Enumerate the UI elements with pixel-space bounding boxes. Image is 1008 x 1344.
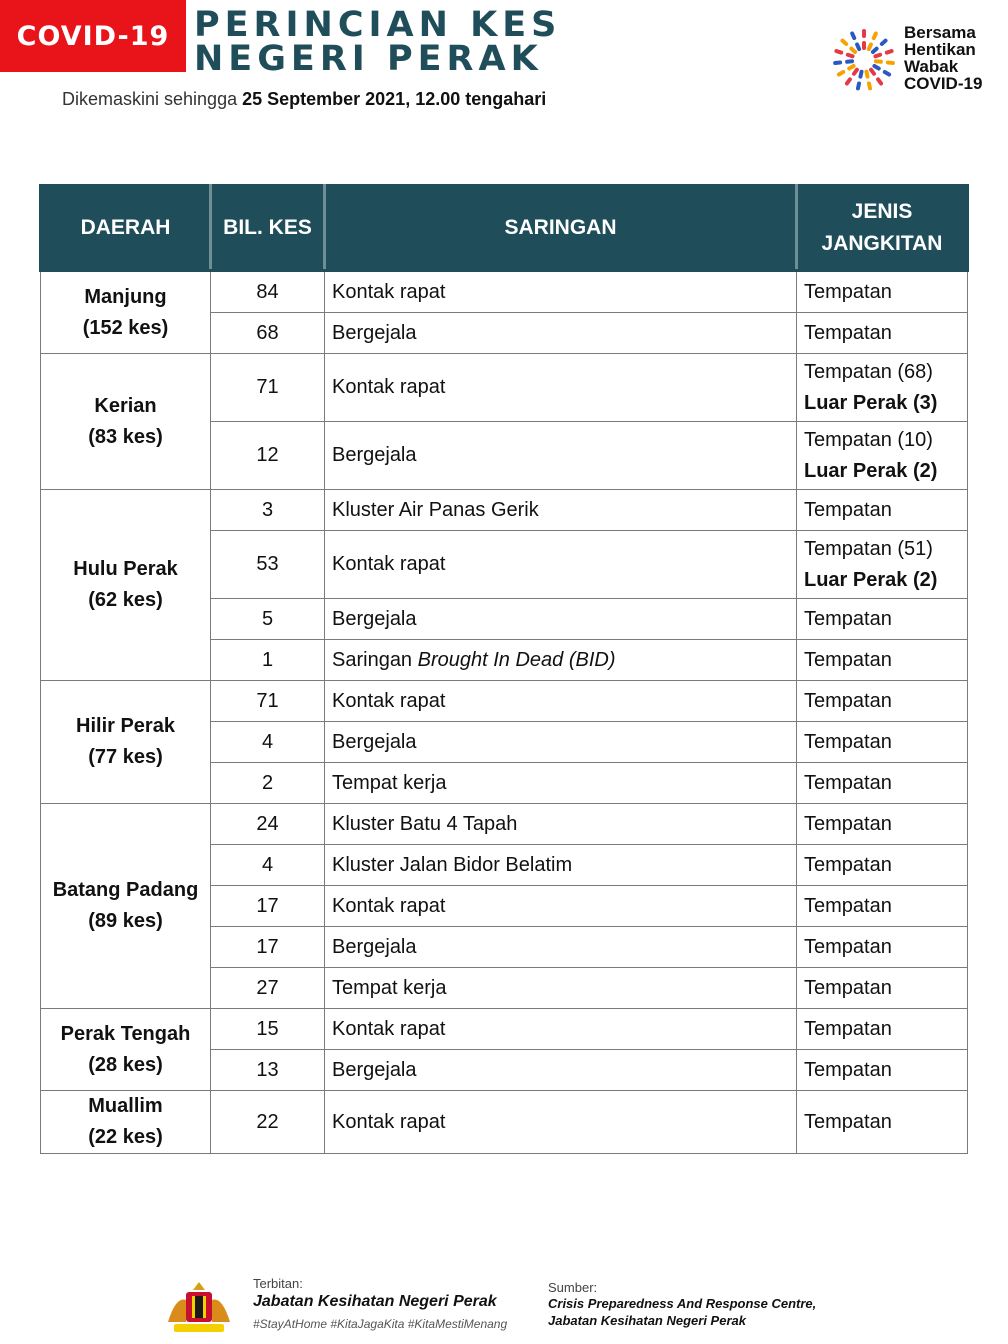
jenis-cell: Tempatan <box>797 271 968 313</box>
bil-kes-cell: 53 <box>211 531 325 599</box>
table-header-row <box>41 186 968 271</box>
publisher-block <box>253 1276 507 1331</box>
bil-kes-cell: 4 <box>211 722 325 763</box>
saringan-cell: Kontak rapat <box>325 531 797 599</box>
jenis-tempatan: Tempatan (51) <box>804 537 933 560</box>
saringan-text: Saringan <box>332 648 418 671</box>
jenis-tempatan: Tempatan (10) <box>804 428 933 451</box>
saringan-cell: Bergejala <box>325 722 797 763</box>
saringan-cell: Kontak rapat <box>325 886 797 927</box>
jenis-cell: Tempatan <box>797 640 968 681</box>
logo-line-3: Wabak <box>904 57 959 76</box>
updated-timestamp <box>62 89 546 110</box>
jenis-cell: Tempatan <box>797 968 968 1009</box>
table-row <box>41 804 968 845</box>
header-jenis-jangkitan <box>797 186 968 271</box>
jenis-cell <box>797 422 968 490</box>
source-block <box>548 1280 816 1329</box>
jenis-cell: Tempatan <box>797 1050 968 1091</box>
district-total: (152 kes) <box>82 316 169 339</box>
page-title <box>194 5 562 79</box>
district-cell <box>41 354 211 490</box>
saringan-cell: Kontak rapat <box>325 271 797 313</box>
saringan-cell: Bergejala <box>325 1050 797 1091</box>
saringan-cell: Bergejala <box>325 313 797 354</box>
bil-kes-cell: 13 <box>211 1050 325 1091</box>
title-line-1: PERINCIAN KES <box>194 5 562 45</box>
logo-line-4: COVID-19 <box>904 74 983 93</box>
district-total: (77 kes) <box>88 746 163 768</box>
jenis-cell: Tempatan <box>797 681 968 722</box>
district-cell <box>41 271 211 354</box>
publisher-label: Terbitan: <box>253 1276 303 1291</box>
bil-kes-cell: 4 <box>211 845 325 886</box>
updated-prefix: Dikemaskini sehingga <box>62 89 243 109</box>
district-name: Perak Tengah <box>60 1022 191 1045</box>
jenis-cell: Tempatan <box>797 490 968 531</box>
saringan-cell: Bergejala <box>325 927 797 968</box>
jenis-cell <box>797 354 968 422</box>
saringan-cell: Kontak rapat <box>325 681 797 722</box>
district-total: (22 kes) <box>88 1126 163 1148</box>
saringan-cell: Kluster Air Panas Gerik <box>325 490 797 531</box>
saringan-cell: Kontak rapat <box>325 354 797 422</box>
bil-kes-cell: 1 <box>211 640 325 681</box>
district-cell <box>41 681 211 804</box>
bil-kes-cell: 5 <box>211 599 325 640</box>
logo-line-2: Hentikan <box>904 40 976 59</box>
jenis-cell: Tempatan <box>797 845 968 886</box>
jenis-cell: Tempatan <box>797 886 968 927</box>
saringan-cell: Kluster Batu 4 Tapah <box>325 804 797 845</box>
district-total: (89 kes) <box>88 910 163 932</box>
header-saringan: SARINGAN <box>325 186 797 271</box>
logo-text <box>904 24 982 92</box>
jenis-cell: Tempatan <box>797 722 968 763</box>
bil-kes-cell: 2 <box>211 763 325 804</box>
district-name: Hulu Perak <box>73 558 178 580</box>
table-row <box>41 1091 968 1154</box>
district-name: Muallim <box>88 1095 163 1117</box>
jenis-cell: Tempatan <box>797 804 968 845</box>
jenis-cell: Tempatan <box>797 599 968 640</box>
jenis-cell <box>797 531 968 599</box>
table-row <box>41 271 968 313</box>
district-name: Batang Padang <box>52 879 199 901</box>
district-total: (62 kes) <box>88 589 163 611</box>
bil-kes-cell: 68 <box>211 313 325 354</box>
table-row <box>41 1009 968 1050</box>
title-line-2: NEGERI PERAK <box>194 39 543 79</box>
district-cell <box>41 1009 211 1091</box>
header-jenis-line-2: JANGKITAN <box>821 232 943 255</box>
source-line-2: Jabatan Kesihatan Negeri Perak <box>548 1313 746 1328</box>
district-cell <box>41 804 211 1009</box>
bil-kes-cell: 84 <box>211 271 325 313</box>
jenis-cell: Tempatan <box>797 1009 968 1050</box>
bil-kes-cell: 15 <box>211 1009 325 1050</box>
bil-kes-cell: 24 <box>211 804 325 845</box>
district-name: Hilir Perak <box>76 715 175 737</box>
district-total: (83 kes) <box>88 425 163 448</box>
bil-kes-cell: 71 <box>211 681 325 722</box>
header-jenis-line-1: JENIS <box>851 200 913 223</box>
district-name: Manjung <box>84 285 167 308</box>
district-cell <box>41 1091 211 1154</box>
table-row <box>41 354 968 422</box>
bil-kes-cell: 27 <box>211 968 325 1009</box>
bil-kes-cell: 3 <box>211 490 325 531</box>
updated-date: 25 September 2021, 12.00 tengahari <box>242 89 547 109</box>
jenis-luar-perak: Luar Perak (2) <box>804 459 938 482</box>
bil-kes-cell: 22 <box>211 1091 325 1154</box>
district-name: Kerian <box>94 394 157 417</box>
table-row <box>41 681 968 722</box>
jenis-cell: Tempatan <box>797 1091 968 1154</box>
cases-table <box>39 184 969 1154</box>
jenis-luar-perak: Luar Perak (3) <box>804 391 938 414</box>
bil-kes-cell: 71 <box>211 354 325 422</box>
saringan-cell: Kontak rapat <box>325 1091 797 1154</box>
coat-of-arms-icon <box>158 1278 240 1338</box>
bil-kes-cell: 17 <box>211 927 325 968</box>
source-label: Sumber: <box>548 1280 598 1295</box>
sunburst-icon <box>826 18 902 102</box>
saringan-cell: Kluster Jalan Bidor Belatim <box>325 845 797 886</box>
jenis-tempatan: Tempatan (68) <box>804 360 933 383</box>
header-daerah: DAERAH <box>41 186 211 271</box>
header-bil-kes: BIL. KES <box>211 186 325 271</box>
district-cell <box>41 490 211 681</box>
saringan-cell: Tempat kerja <box>325 968 797 1009</box>
publisher-name: Jabatan Kesihatan Negeri Perak <box>253 1293 497 1310</box>
saringan-cell <box>325 640 797 681</box>
district-total: (28 kes) <box>88 1053 163 1076</box>
logo-line-1: Bersama <box>904 23 976 42</box>
jenis-cell: Tempatan <box>797 313 968 354</box>
saringan-cell: Bergejala <box>325 422 797 490</box>
saringan-italic-text: Brought In Dead (BID) <box>417 648 616 671</box>
bil-kes-cell: 17 <box>211 886 325 927</box>
table-row <box>41 490 968 531</box>
campaign-logo <box>826 18 996 102</box>
jenis-cell: Tempatan <box>797 927 968 968</box>
saringan-cell: Tempat kerja <box>325 763 797 804</box>
bil-kes-cell: 12 <box>211 422 325 490</box>
covid-badge: COVID-19 <box>0 0 186 72</box>
saringan-cell: Kontak rapat <box>325 1009 797 1050</box>
jenis-luar-perak: Luar Perak (2) <box>804 568 938 591</box>
jenis-cell: Tempatan <box>797 763 968 804</box>
hashtags: #StayAtHome #KitaJagaKita #KitaMestiMenang <box>253 1317 508 1331</box>
source-line-1: Crisis Preparedness And Response Centre, <box>548 1296 817 1311</box>
saringan-cell: Bergejala <box>325 599 797 640</box>
